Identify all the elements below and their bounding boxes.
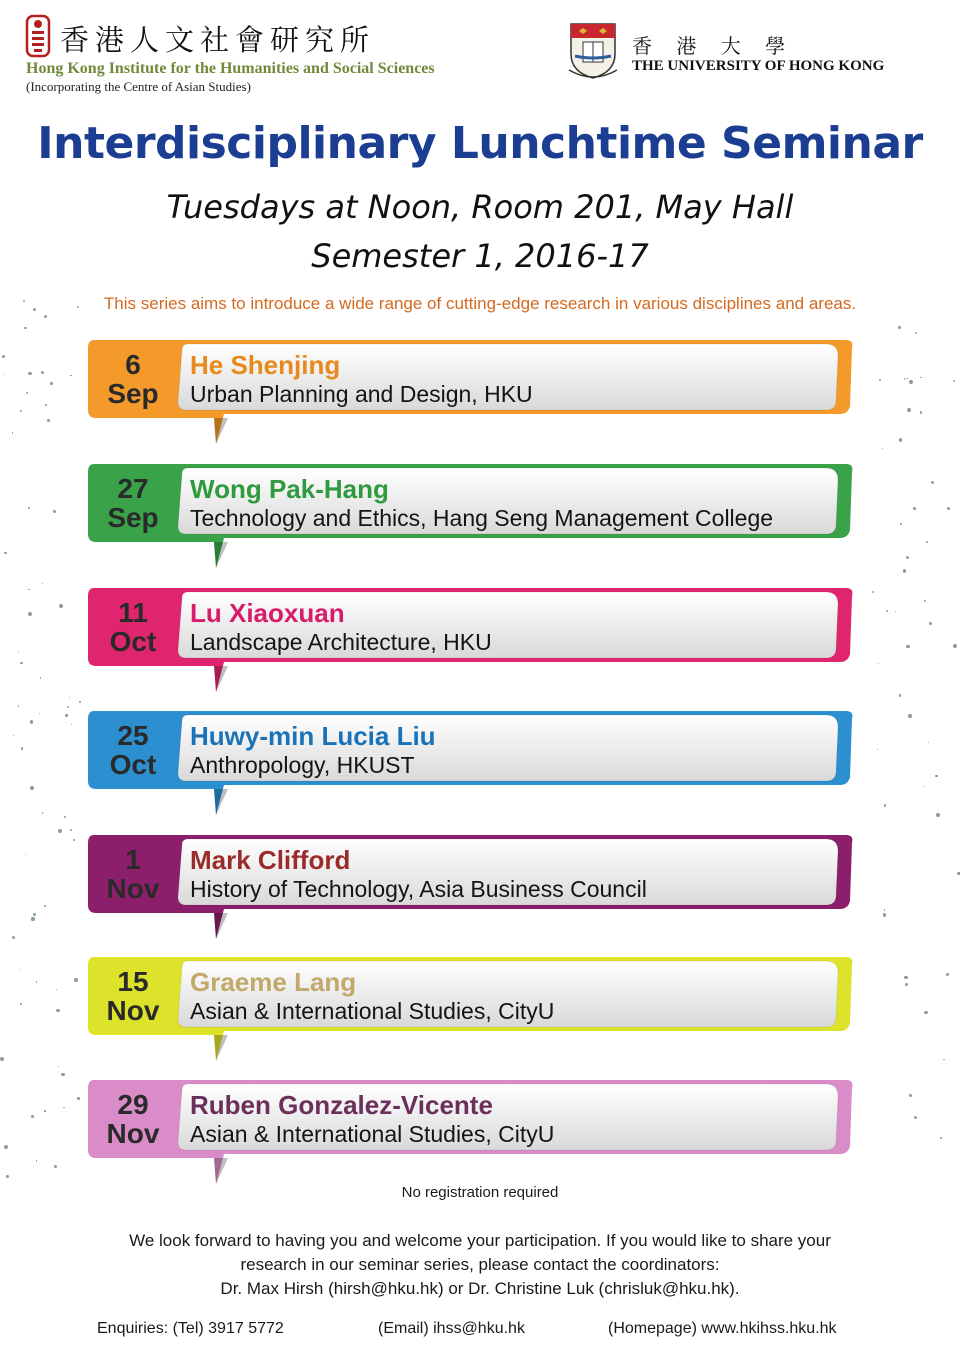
seminar-month: Sep bbox=[107, 502, 159, 533]
seminar-speaker: Ruben Gonzalez-Vicente bbox=[190, 1090, 493, 1120]
speckle bbox=[42, 812, 44, 814]
seminar-month: Nov bbox=[106, 1118, 160, 1149]
speckle bbox=[877, 749, 879, 751]
speckle bbox=[6, 1175, 9, 1178]
seminar-month: Oct bbox=[109, 749, 157, 780]
speckle bbox=[883, 913, 886, 916]
speckle bbox=[18, 705, 19, 706]
speckle bbox=[58, 1066, 59, 1067]
speckle bbox=[920, 411, 922, 413]
seminar-day: 29 bbox=[117, 1089, 149, 1120]
seminar-speaker: Wong Pak-Hang bbox=[190, 474, 389, 504]
speckle bbox=[12, 432, 14, 434]
speckle bbox=[47, 419, 50, 422]
seminar-day: 11 bbox=[118, 597, 148, 628]
speckle bbox=[54, 1165, 58, 1169]
speckle bbox=[77, 1097, 79, 1099]
seminar-month: Nov bbox=[106, 873, 160, 904]
speckle bbox=[36, 1160, 38, 1162]
speckle bbox=[67, 706, 69, 708]
speckle bbox=[20, 1003, 22, 1005]
speckle bbox=[31, 1115, 34, 1118]
speckle bbox=[28, 372, 32, 376]
speckle bbox=[70, 829, 72, 831]
footer-line: We look forward to having you and welcome your participation. If you would like to share your bbox=[129, 1231, 831, 1250]
footer-line: research in our seminar series, please contact the coordinators: bbox=[240, 1255, 720, 1274]
speckle bbox=[30, 786, 34, 790]
series-intro: This series aims to introduce a wide range of cutting-edge research in various disciplines and areas. bbox=[103, 294, 857, 313]
speckle bbox=[26, 392, 28, 394]
seminar-item bbox=[86, 584, 854, 696]
university-chinese-name: 香 港 大 學 bbox=[632, 34, 795, 58]
seminar-month: Oct bbox=[109, 626, 157, 657]
speckle bbox=[58, 829, 62, 833]
footer-line: Dr. Max Hirsh (hirsh@hku.hk) or Dr. Christine Luk (chrisluk@hku.hk). bbox=[220, 1279, 740, 1298]
seminar-date bbox=[90, 845, 176, 903]
speckle bbox=[899, 694, 901, 696]
speckle bbox=[908, 714, 912, 718]
speckle bbox=[926, 541, 928, 543]
speckle bbox=[940, 1137, 942, 1139]
speckle bbox=[61, 1073, 65, 1077]
enquiries-tel: Enquiries: (Tel) 3917 5772 bbox=[97, 1320, 284, 1337]
speckle bbox=[884, 804, 886, 806]
speckle bbox=[903, 569, 907, 573]
speckle bbox=[4, 1145, 8, 1149]
seminar-date bbox=[90, 474, 176, 532]
speckle bbox=[53, 510, 56, 513]
speckle bbox=[882, 448, 883, 449]
seminar-speaker: Graeme Lang bbox=[190, 967, 357, 997]
speckle bbox=[74, 978, 78, 982]
seminar-date bbox=[90, 350, 176, 408]
speckle bbox=[73, 839, 75, 841]
speckle bbox=[63, 1107, 65, 1109]
schedule-subtitle: Tuesdays at Noon, Room 201, May Hall bbox=[166, 188, 794, 226]
speckle bbox=[907, 408, 911, 412]
speckle bbox=[953, 380, 955, 382]
seminar-item bbox=[86, 707, 854, 819]
speckle bbox=[924, 600, 926, 602]
speckle bbox=[4, 552, 6, 554]
speckle bbox=[33, 913, 36, 916]
speckle bbox=[913, 507, 916, 510]
seminar-item bbox=[86, 953, 854, 1065]
speckle bbox=[71, 724, 73, 726]
seminar-date bbox=[90, 1090, 176, 1148]
speckle bbox=[12, 936, 15, 939]
speckle bbox=[20, 410, 22, 412]
seminar-day: 15 bbox=[117, 966, 149, 997]
speckle bbox=[906, 556, 909, 559]
seminar-speaker: He Shenjing bbox=[190, 350, 341, 380]
seminar-item bbox=[86, 336, 854, 448]
seminar-item bbox=[86, 1076, 854, 1188]
speckle bbox=[947, 507, 950, 510]
seminar-affiliation: Landscape Architecture, HKU bbox=[190, 629, 492, 655]
speckle bbox=[946, 973, 949, 976]
enquiries-homepage: (Homepage) www.hkihss.hku.hk bbox=[608, 1320, 837, 1337]
speckle bbox=[935, 775, 938, 778]
speckle bbox=[905, 983, 908, 986]
speckle bbox=[25, 854, 26, 855]
speckle bbox=[28, 612, 32, 616]
speckle bbox=[56, 989, 57, 990]
speckle bbox=[79, 701, 81, 703]
seminar-day: 27 bbox=[117, 473, 149, 504]
speckle bbox=[879, 379, 881, 381]
speckle bbox=[64, 816, 67, 819]
seminar-speaker: Mark Clifford bbox=[190, 845, 351, 875]
speckle bbox=[898, 326, 900, 328]
seal-icon bbox=[24, 14, 52, 58]
crest-icon bbox=[565, 20, 621, 82]
speckle bbox=[924, 1011, 927, 1014]
speckle bbox=[906, 645, 909, 648]
speckle bbox=[13, 735, 15, 737]
seminar-speaker: Huwy-min Lucia Liu bbox=[190, 721, 436, 751]
speckle bbox=[40, 677, 42, 679]
speckle bbox=[872, 591, 874, 593]
speckle bbox=[45, 404, 47, 406]
speckle bbox=[909, 1094, 912, 1097]
speckle bbox=[70, 375, 71, 376]
speckle bbox=[41, 371, 45, 375]
seminar-date bbox=[90, 967, 176, 1025]
speckle bbox=[936, 813, 940, 817]
speckle bbox=[36, 981, 37, 982]
speckle bbox=[44, 315, 47, 318]
speckle bbox=[21, 747, 24, 750]
seminar-date bbox=[90, 598, 176, 656]
seminar-affiliation: Asian & International Studies, CityU bbox=[190, 1121, 555, 1147]
institute-chinese-name: 香港人文社會研究所 bbox=[60, 23, 376, 57]
speckle bbox=[59, 604, 63, 608]
footer-message bbox=[80, 1229, 880, 1301]
seminar-item bbox=[86, 460, 854, 572]
speckle bbox=[904, 976, 907, 979]
no-registration-note: No registration required bbox=[401, 1184, 559, 1201]
speckle bbox=[884, 909, 886, 911]
page-title: Interdisciplinary Lunchtime Seminar bbox=[37, 118, 923, 169]
seminar-affiliation: Asian & International Studies, CityU bbox=[190, 998, 555, 1024]
speckle bbox=[65, 714, 68, 717]
speckle bbox=[924, 786, 925, 787]
speckle bbox=[3, 374, 4, 375]
speckle bbox=[928, 742, 929, 743]
speckle bbox=[920, 377, 921, 378]
speckle bbox=[20, 662, 23, 665]
speckle bbox=[2, 355, 5, 358]
speckle bbox=[906, 378, 908, 380]
seminar-day: 6 bbox=[125, 349, 141, 380]
seminar-month: Nov bbox=[106, 995, 160, 1026]
speckle bbox=[56, 1009, 60, 1013]
enquiries-email: (Email) ihss@hku.hk bbox=[378, 1320, 525, 1337]
speckle bbox=[878, 663, 879, 664]
speckle bbox=[931, 481, 934, 484]
seminar-day: 25 bbox=[117, 720, 149, 751]
university-english-name: THE UNIVERSITY OF HONG KONG bbox=[632, 58, 885, 74]
speckle bbox=[914, 1116, 917, 1119]
speckle bbox=[0, 1057, 4, 1061]
speckle bbox=[50, 382, 52, 384]
semester-subtitle: Semester 1, 2016-17 bbox=[311, 237, 649, 275]
seminar-affiliation: Anthropology, HKUST bbox=[190, 752, 415, 778]
speckle bbox=[69, 697, 70, 698]
speckle bbox=[900, 523, 902, 525]
speckle bbox=[24, 327, 27, 330]
seminar-month: Sep bbox=[107, 378, 159, 409]
institute-english-name: Hong Kong Institute for the Humanities and Social Sciences bbox=[26, 60, 435, 77]
speckle bbox=[28, 507, 30, 509]
institute-subtitle: (Incorporating the Centre of Asian Studies) bbox=[26, 79, 251, 94]
speckle bbox=[19, 969, 20, 970]
seminar-item bbox=[86, 831, 854, 943]
seminar-affiliation: History of Technology, Asia Business Council bbox=[190, 876, 647, 902]
seminar-affiliation: Technology and Ethics, Hang Seng Management College bbox=[190, 505, 774, 531]
speckle bbox=[31, 917, 34, 920]
speckle bbox=[44, 1110, 45, 1111]
seminar-speaker: Lu Xiaoxuan bbox=[190, 598, 345, 628]
speckle bbox=[953, 644, 957, 648]
speckle bbox=[30, 720, 34, 724]
seminar-date bbox=[90, 721, 176, 779]
speckle bbox=[943, 1059, 944, 1060]
speckle bbox=[39, 713, 40, 714]
speckle bbox=[28, 589, 29, 590]
speckle bbox=[909, 380, 913, 384]
speckle bbox=[886, 610, 888, 612]
speckle bbox=[899, 438, 902, 441]
speckle bbox=[929, 622, 932, 625]
speckle bbox=[895, 611, 897, 613]
speckle bbox=[915, 332, 917, 334]
speckle bbox=[904, 378, 905, 379]
speckle bbox=[44, 905, 46, 907]
speckle bbox=[18, 651, 19, 652]
seminar-day: 1 bbox=[125, 844, 141, 875]
speckle bbox=[42, 583, 43, 584]
seminar-affiliation: Urban Planning and Design, HKU bbox=[190, 381, 533, 407]
